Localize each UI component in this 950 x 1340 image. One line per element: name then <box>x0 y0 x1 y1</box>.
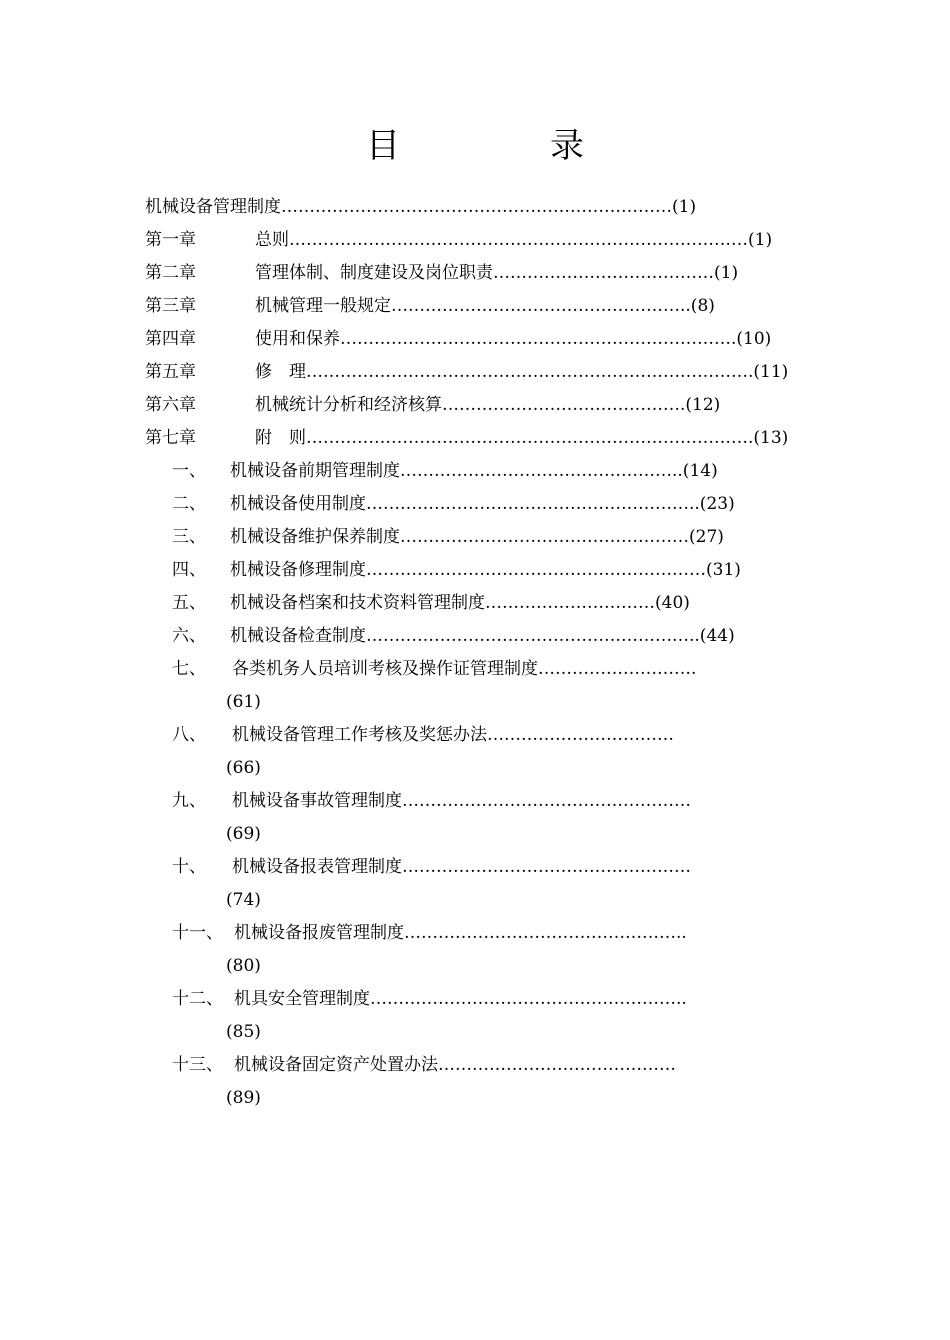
toc-entry[interactable] <box>0 719 950 752</box>
toc-entry-text: 机械设备事故管理制度…………………………………………… <box>232 791 691 811</box>
toc-chapter-number: 第七章 <box>145 428 196 448</box>
toc-entry[interactable] <box>0 785 950 818</box>
toc-entry[interactable] <box>0 917 950 950</box>
toc-page-number: (69) <box>226 824 261 844</box>
toc-chapter-number: 第五章 <box>145 362 196 382</box>
toc-entry[interactable] <box>0 851 950 884</box>
toc-entry-text: 机械管理一般规定……………………………………………..(8) <box>255 296 715 316</box>
toc-entry-text: 机械设备使用制度…………………………………………………..(23) <box>230 494 735 514</box>
toc-item-number: 十二、 <box>172 989 223 1009</box>
toc-entry-text: 机械设备报表管理制度…………………………………………… <box>232 857 691 877</box>
toc-chapter-number: 第一章 <box>145 230 196 250</box>
toc-item-number: 三、 <box>172 527 206 547</box>
toc-entry-text: 机械设备固定资产处置办法…………………………………… <box>234 1055 676 1075</box>
toc-entry-text: 机械设备报废管理制度………………………………………….. <box>234 923 687 943</box>
toc-entry[interactable] <box>0 554 950 587</box>
toc-entry-text: 修 理…………………………………………………………………….(11) <box>255 362 789 382</box>
toc-entry-continuation[interactable] <box>0 1016 950 1049</box>
toc-page-number: (66) <box>226 758 261 778</box>
toc-entry[interactable] <box>0 191 950 224</box>
toc-entry-continuation[interactable] <box>0 1082 950 1115</box>
toc-entry[interactable] <box>0 521 950 554</box>
toc-page-number: (61) <box>226 692 261 712</box>
toc-entry[interactable] <box>0 290 950 323</box>
toc-entry[interactable] <box>0 455 950 488</box>
toc-page-number: (89) <box>226 1088 261 1108</box>
toc-entry-text: 机械设备前期管理制度…………………………………………..(14) <box>230 461 718 481</box>
toc-item-number: 二、 <box>172 494 206 514</box>
toc-entry[interactable] <box>0 422 950 455</box>
toc-item-number: 十一、 <box>172 923 223 943</box>
toc-entry[interactable] <box>0 224 950 257</box>
toc-entry-text: 机械设备管理工作考核及奖惩办法…………………………… <box>232 725 674 745</box>
toc-chapter-number: 第四章 <box>145 329 196 349</box>
toc-entry[interactable] <box>0 257 950 290</box>
toc-entry-text: 机械设备维护保养制度……………………………………………(27) <box>230 527 724 547</box>
toc-entry[interactable] <box>0 983 950 1016</box>
toc-entry[interactable] <box>0 356 950 389</box>
toc-item-number: 十、 <box>172 857 206 877</box>
toc-entry-text: 机具安全管理制度……………………………………………….. <box>234 989 687 1009</box>
toc-entry[interactable] <box>0 488 950 521</box>
toc-entry-continuation[interactable] <box>0 884 950 917</box>
toc-entry-text: 总则………………………………………………………………………(1) <box>255 230 773 250</box>
page-title: 目 录 <box>366 126 642 166</box>
toc-chapter-number: 第六章 <box>145 395 196 415</box>
table-of-contents <box>0 191 950 1115</box>
toc-entry-text: 机械统计分析和经济核算…………………………………….(12) <box>255 395 721 415</box>
toc-entry-continuation[interactable] <box>0 686 950 719</box>
toc-entry-continuation[interactable] <box>0 950 950 983</box>
toc-entry[interactable] <box>0 620 950 653</box>
toc-entry[interactable] <box>0 653 950 686</box>
toc-page-number: (80) <box>226 956 261 976</box>
toc-page-number: (85) <box>226 1022 261 1042</box>
toc-entry-text: 机械设备修理制度……………………………………………………(31) <box>230 560 741 580</box>
toc-item-number: 六、 <box>172 626 206 646</box>
toc-entry-text: 机械设备档案和技术资料管理制度…………………………(40) <box>230 593 690 613</box>
toc-item-number: 四、 <box>172 560 206 580</box>
toc-item-number: 七、 <box>172 659 206 679</box>
toc-entry-text: 使用和保养…………………………………………………………….(10) <box>255 329 772 349</box>
toc-entry-continuation[interactable] <box>0 818 950 851</box>
toc-entry-continuation[interactable] <box>0 752 950 785</box>
toc-entry-text: 各类机务人员培训考核及操作证管理制度………………………. <box>232 659 697 679</box>
toc-page-number: (74) <box>226 890 261 910</box>
toc-entry[interactable] <box>0 1049 950 1082</box>
toc-entry[interactable] <box>0 389 950 422</box>
toc-item-number: 八、 <box>172 725 206 745</box>
toc-chapter-number: 第三章 <box>145 296 196 316</box>
toc-item-number: 十三、 <box>172 1055 223 1075</box>
toc-entry-text: 机械设备检查制度…………………………………………………..(44) <box>230 626 735 646</box>
toc-entry-text: 管理体制、制度建设及岗位职责…………………………………(1) <box>255 263 739 283</box>
toc-chapter-number: 第二章 <box>145 263 196 283</box>
toc-entry-text: 机械设备管理制度……………………………………………………………(1) <box>145 197 697 217</box>
toc-item-number: 一、 <box>172 461 206 481</box>
toc-item-number: 五、 <box>172 593 206 613</box>
toc-entry[interactable] <box>0 323 950 356</box>
toc-entry[interactable] <box>0 587 950 620</box>
toc-entry-text: 附 则…………………………………………………………………….(13) <box>255 428 789 448</box>
toc-item-number: 九、 <box>172 791 206 811</box>
